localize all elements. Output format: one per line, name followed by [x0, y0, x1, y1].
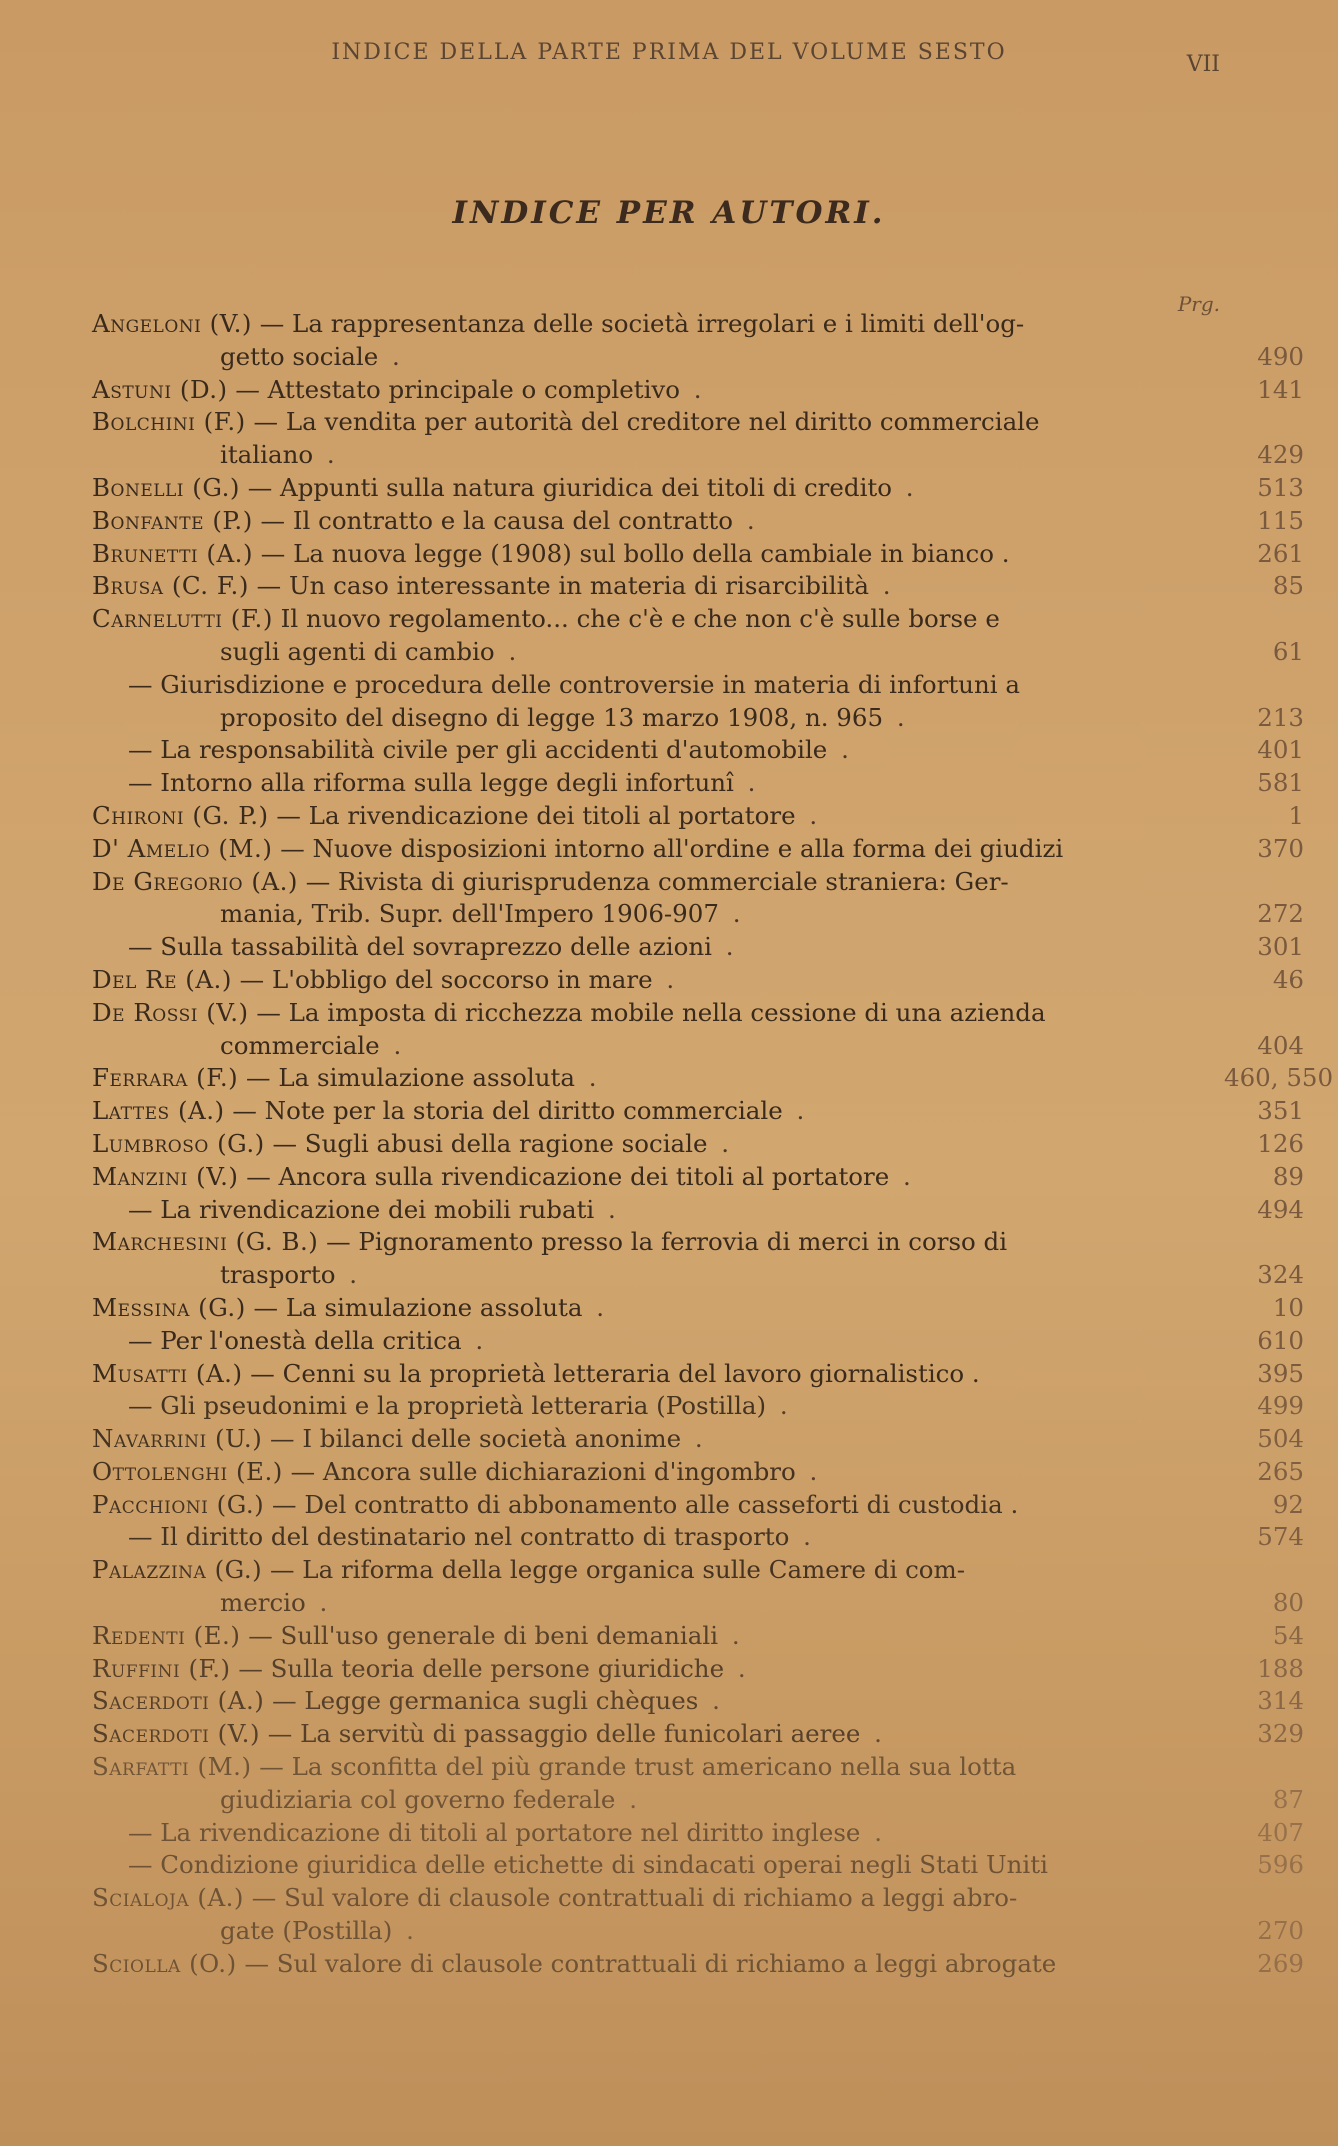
- entry-author: Pacchioni (G.): [92, 1489, 265, 1519]
- index-entry: [92, 538, 1304, 571]
- index-entry: [92, 1259, 1304, 1292]
- entry-page-number: 115: [1257, 505, 1304, 535]
- index-entry: [92, 406, 1222, 439]
- index-entry: [92, 1948, 1304, 1981]
- leader-dots: .: [782, 1096, 811, 1126]
- entry-page-number: 494: [1257, 1194, 1304, 1224]
- entry-author: De Gregorio (A.): [92, 866, 298, 896]
- index-entry: [92, 931, 1304, 964]
- entry-title: — Il contratto e la causa del contratto: [252, 505, 734, 535]
- index-entry: [92, 505, 1304, 538]
- entry-title: — La rivendicazione dei titoli al portatore: [268, 800, 796, 830]
- leader-dots: .: [681, 1424, 709, 1454]
- entry-title: trasporto: [220, 1260, 336, 1290]
- index-entry: [92, 1915, 1304, 1948]
- entry-title: — Sulla teoria delle persone giuridiche: [230, 1653, 725, 1683]
- entry-author: D' Amelio (M.): [92, 833, 273, 863]
- leader-dots: .: [379, 1030, 408, 1060]
- entry-page-number: 407: [1257, 1817, 1304, 1847]
- entry-title: — Legge germanica sugli chèques: [264, 1686, 699, 1716]
- index-entry: [92, 1817, 1304, 1850]
- index-entry: [92, 636, 1304, 669]
- entry-title: — Pignoramento presso la ferrovia di merci in corso di: [318, 1227, 1008, 1257]
- leader-dots: .: [860, 1817, 888, 1847]
- leader-dots: .: [574, 1063, 603, 1093]
- leader-dots: .: [827, 735, 855, 765]
- entry-page-number: 504: [1257, 1424, 1304, 1454]
- index-entry: [92, 1587, 1304, 1620]
- leader-dots: .: [860, 1719, 888, 1749]
- leader-dots: .: [461, 1325, 490, 1355]
- entry-title: — Intorno alla riforma sulla legge degli infortunî: [128, 768, 734, 798]
- entry-author: Brunetti (A.): [92, 538, 254, 568]
- entry-title: — Rivista di giurisprudenza commerciale straniera: Ger-: [297, 866, 1009, 896]
- entry-author: Palazzina (G.): [92, 1555, 263, 1585]
- index-entry: [92, 1456, 1304, 1489]
- entry-page-number: 581: [1257, 768, 1304, 798]
- entry-page-number: 61: [1272, 636, 1304, 666]
- entry-page-number: 265: [1257, 1456, 1304, 1486]
- entry-page-number: 404: [1257, 1030, 1304, 1060]
- entry-page-number: 370: [1257, 833, 1304, 863]
- index-entry: [92, 964, 1304, 997]
- leader-dots: .: [707, 1128, 736, 1158]
- index-entry: [92, 1095, 1304, 1128]
- index-entry: [92, 1358, 1304, 1391]
- entry-title: — Gli pseudonimi e la proprietà letteraria (Postilla): [128, 1391, 767, 1421]
- author-index-list: [92, 308, 1334, 1981]
- index-entry: [92, 1849, 1304, 1882]
- entry-page-number: 270: [1257, 1916, 1304, 1946]
- entry-title: — La responsabilità civile per gli accidenti d'automobile: [128, 735, 828, 765]
- entry-title: — I bilanci delle società anonime: [262, 1424, 682, 1454]
- running-head: INDICE DELLA PARTE PRIMA DEL VOLUME SESTO: [331, 40, 1007, 65]
- entry-page-number: 89: [1272, 1161, 1304, 1191]
- leader-dots: .: [378, 341, 406, 371]
- leader-dots: .: [883, 702, 911, 732]
- entry-page-number: 301: [1257, 932, 1304, 962]
- leader-dots: .: [313, 440, 341, 470]
- index-entry: [92, 1325, 1304, 1358]
- entry-author: Ottolenghi (E.): [92, 1456, 283, 1486]
- entry-author: Chironi (G. P.): [92, 800, 269, 830]
- entry-title: — Note per la storia del diritto commerciale: [224, 1096, 783, 1126]
- entry-page-number: 351: [1257, 1096, 1304, 1126]
- entry-title: — L'obbligo del soccorso in mare: [231, 964, 653, 994]
- entry-title: — Per l'onestà della critica: [128, 1325, 462, 1355]
- entry-title: sugli agenti di cambio: [220, 636, 495, 666]
- index-entry: [92, 472, 1304, 505]
- entry-page-number: 596: [1257, 1850, 1304, 1880]
- entry-title: — La vendita per autorità del creditore nel diritto commerciale: [245, 407, 1040, 437]
- index-entry: [92, 1718, 1304, 1751]
- entry-title: — La imposta di ricchezza mobile nella cessione di una azienda: [248, 997, 1046, 1027]
- index-entry: [92, 1390, 1304, 1423]
- entry-author: Lattes (A.): [92, 1096, 225, 1126]
- index-entry: [92, 866, 1222, 899]
- page-title: INDICE PER AUTORI.: [452, 195, 886, 231]
- entry-author: De Rossi (V.): [92, 997, 249, 1027]
- entry-author: Ruffini (F.): [92, 1653, 231, 1683]
- leader-dots: .: [594, 1194, 622, 1224]
- leader-dots: .: [582, 1292, 611, 1322]
- leader-dots: .: [795, 800, 824, 830]
- entry-page-number: 46: [1272, 964, 1304, 994]
- entry-title: — Del contratto di abbonamento alle casseforti di custodia .: [264, 1489, 1019, 1519]
- index-entry: [92, 833, 1304, 866]
- entry-title: proposito del disegno di legge 13 marzo 1908, n. 965: [220, 702, 884, 732]
- entry-title: — La rivendicazione di titoli al portatore nel diritto inglese: [128, 1817, 861, 1847]
- entry-author: Sciolla (O.): [92, 1948, 237, 1978]
- entry-page-number: 460, 550: [1224, 1063, 1334, 1093]
- index-entry: [92, 439, 1304, 472]
- index-entry: [92, 1194, 1304, 1227]
- entry-title: — Giurisdizione e procedura delle controversie in materia di infortuni a: [128, 669, 1020, 699]
- index-entry: [92, 603, 1222, 636]
- entry-title: — Ancora sulla rivendicazione dei titoli al portatore: [238, 1161, 890, 1191]
- entry-title: — La servitù di passaggio delle funicolari aeree: [260, 1719, 861, 1749]
- entry-title: mercio: [220, 1588, 306, 1618]
- leader-dots: .: [892, 472, 920, 502]
- entry-title: — Sulla tassabilità del sovraprezzo delle azioni: [128, 932, 712, 962]
- entry-page-number: 324: [1257, 1260, 1304, 1290]
- entry-title: — Sul valore di clausole contrattuali di richiamo a leggi abro-: [244, 1883, 1018, 1913]
- page-number: VII: [1186, 52, 1220, 77]
- entry-page-number: 490: [1257, 341, 1304, 371]
- entry-page-number: 141: [1257, 374, 1304, 404]
- entry-author: Scialoja (A.): [92, 1883, 244, 1913]
- index-entry: [92, 1554, 1222, 1587]
- entry-page-number: 1: [1288, 800, 1304, 830]
- index-entry: [92, 898, 1304, 931]
- index-entry: [92, 1292, 1304, 1325]
- entry-page-number: 329: [1257, 1719, 1304, 1749]
- leader-dots: .: [766, 1391, 794, 1421]
- index-entry: [92, 1653, 1304, 1686]
- entry-title: — Sul valore di clausole contrattuali di richiamo a leggi abrogate: [236, 1948, 1057, 1978]
- entry-title: — La nuova legge (1908) sul bollo della cambiale in bianco .: [253, 538, 1010, 568]
- index-entry: [92, 1489, 1304, 1522]
- entry-page-number: 272: [1257, 899, 1304, 929]
- entry-page-number: 314: [1257, 1686, 1304, 1716]
- index-entry: [92, 374, 1304, 407]
- leader-dots: .: [711, 932, 740, 962]
- entry-title: — Appunti sulla natura giuridica dei titoli di credito: [239, 472, 892, 502]
- leader-dots: .: [652, 964, 681, 994]
- entry-page-number: 610: [1257, 1325, 1304, 1355]
- entry-page-number: 429: [1257, 440, 1304, 470]
- index-entry: [92, 1161, 1304, 1194]
- index-entry: [92, 1784, 1304, 1817]
- entry-author: Angeloni (V.): [92, 309, 252, 338]
- leader-dots: .: [718, 899, 747, 929]
- index-entry: [92, 1423, 1304, 1456]
- entry-title: — Sull'uso generale di beni demaniali: [240, 1620, 719, 1650]
- leader-dots: .: [718, 1620, 746, 1650]
- entry-page-number: 213: [1257, 702, 1304, 732]
- index-entry: [92, 570, 1304, 603]
- entry-author: Sacerdoti (V.): [92, 1719, 261, 1749]
- entry-author: Bonelli (G.): [92, 472, 240, 502]
- entry-author: Brusa (C. F.): [92, 571, 249, 601]
- entry-page-number: 513: [1257, 472, 1304, 502]
- entry-author: Carnelutti (F.): [92, 604, 273, 634]
- entry-page-number: 54: [1272, 1620, 1304, 1650]
- entry-title: — La riforma della legge organica sulle Camere di com-: [262, 1555, 966, 1585]
- entry-author: Marchesini (G. B.): [92, 1227, 319, 1257]
- entry-title: getto sociale: [220, 341, 379, 371]
- index-entry: [92, 997, 1222, 1030]
- index-entry: [92, 308, 1222, 341]
- entry-author: Musatti (A.): [92, 1358, 243, 1388]
- index-entry: [92, 1030, 1304, 1063]
- leader-dots: .: [724, 1653, 752, 1683]
- leader-dots: .: [680, 374, 708, 404]
- leader-dots: .: [789, 1522, 817, 1552]
- entry-title: italiano: [220, 440, 314, 470]
- entry-page-number: 85: [1272, 571, 1304, 601]
- entry-author: Sarfatti (M.): [92, 1752, 252, 1782]
- entry-title: — Sugli abusi della ragione sociale: [264, 1128, 708, 1158]
- entry-page-number: 499: [1257, 1391, 1304, 1421]
- entry-author: Messina (G.): [92, 1292, 246, 1322]
- entry-title: gate (Postilla): [220, 1916, 393, 1946]
- entry-author: Ferrara (F.): [92, 1063, 239, 1093]
- leader-dots: .: [392, 1916, 420, 1946]
- entry-title: — Cenni su la proprietà letteraria del lavoro giornalistico .: [242, 1358, 980, 1388]
- entry-page-number: 261: [1257, 538, 1304, 568]
- entry-title: — La simulazione assoluta: [245, 1292, 583, 1322]
- leader-dots: .: [733, 505, 761, 535]
- entry-author: Manzini (V.): [92, 1161, 239, 1191]
- index-entry: [92, 734, 1304, 767]
- entry-author: Bolchini (F.): [92, 407, 246, 437]
- entry-page-number: 87: [1272, 1784, 1304, 1814]
- entry-title: commerciale: [220, 1030, 380, 1060]
- entry-page-number: 401: [1257, 735, 1304, 765]
- entry-author: Redenti (E.): [92, 1620, 241, 1650]
- entry-page-number: 574: [1257, 1522, 1304, 1552]
- leader-dots: .: [868, 571, 897, 601]
- index-entry: [92, 1128, 1304, 1161]
- index-entry: [92, 1226, 1222, 1259]
- entry-author: Navarrini (U.): [92, 1424, 263, 1454]
- leader-dots: .: [305, 1588, 334, 1618]
- leader-dots: .: [889, 1161, 917, 1191]
- entry-author: Del Re (A.): [92, 964, 232, 994]
- index-entry: [92, 767, 1304, 800]
- entry-page-number: 269: [1257, 1948, 1304, 1978]
- entry-author: Astuni (D.): [92, 374, 228, 404]
- index-entry: [92, 1521, 1304, 1554]
- entry-title: — La sconfitta del più grande trust americano nella sua lotta: [251, 1752, 1017, 1782]
- entry-title: — Condizione giuridica delle etichette di sindacati operai negli Stati Uniti: [128, 1850, 1048, 1880]
- index-entry: [92, 800, 1304, 833]
- entry-title: — La rivendicazione dei mobili rubati: [128, 1194, 595, 1224]
- entry-author: Sacerdoti (A.): [92, 1686, 265, 1716]
- entry-page-number: 126: [1257, 1128, 1304, 1158]
- index-entry: [92, 669, 1222, 702]
- leader-dots: .: [335, 1260, 364, 1290]
- entry-author: Lumbroso (G.): [92, 1128, 265, 1158]
- entry-title: — La rappresentanza delle società irregolari e i limiti dell'og-: [251, 309, 1025, 338]
- entry-page-number: 395: [1257, 1358, 1304, 1388]
- entry-page-number: 188: [1257, 1653, 1304, 1683]
- index-entry: [92, 1882, 1222, 1915]
- entry-title: giudiziaria col governo federale: [220, 1784, 616, 1814]
- entry-title: — Un caso interessante in materia di risarcibilità: [248, 571, 869, 601]
- entry-page-number: 10: [1272, 1292, 1304, 1322]
- page-column-label: Prg.: [1177, 292, 1220, 316]
- entry-author: Bonfante (P.): [92, 505, 253, 535]
- entry-title: mania, Trib. Supr. dell'Impero 1906-907: [220, 899, 719, 929]
- entry-title: — La simulazione assoluta: [238, 1063, 575, 1093]
- index-entry: [92, 341, 1304, 374]
- entry-title: — Il diritto del destinatario nel contratto di trasporto: [128, 1522, 790, 1552]
- entry-title: — Ancora sulle dichiarazioni d'ingombro: [282, 1456, 796, 1486]
- entry-page-number: 92: [1272, 1489, 1304, 1519]
- leader-dots: .: [494, 636, 523, 666]
- leader-dots: .: [615, 1784, 643, 1814]
- index-entry: [92, 1751, 1222, 1784]
- index-entry: [92, 1062, 1334, 1095]
- leader-dots: .: [795, 1456, 824, 1486]
- leader-dots: .: [733, 768, 762, 798]
- entry-title: — Nuove disposizioni intorno all'ordine e alla forma dei giudizi: [272, 833, 1064, 863]
- index-entry: [92, 1685, 1304, 1718]
- entry-title: Il nuovo regolamento... che c'è e che non c'è sulle borse e: [272, 604, 1000, 634]
- index-entry: [92, 1620, 1304, 1653]
- entry-title: — Attestato principale o completivo: [227, 374, 681, 404]
- leader-dots: .: [698, 1686, 726, 1716]
- index-entry: [92, 702, 1304, 735]
- entry-page-number: 80: [1272, 1588, 1304, 1618]
